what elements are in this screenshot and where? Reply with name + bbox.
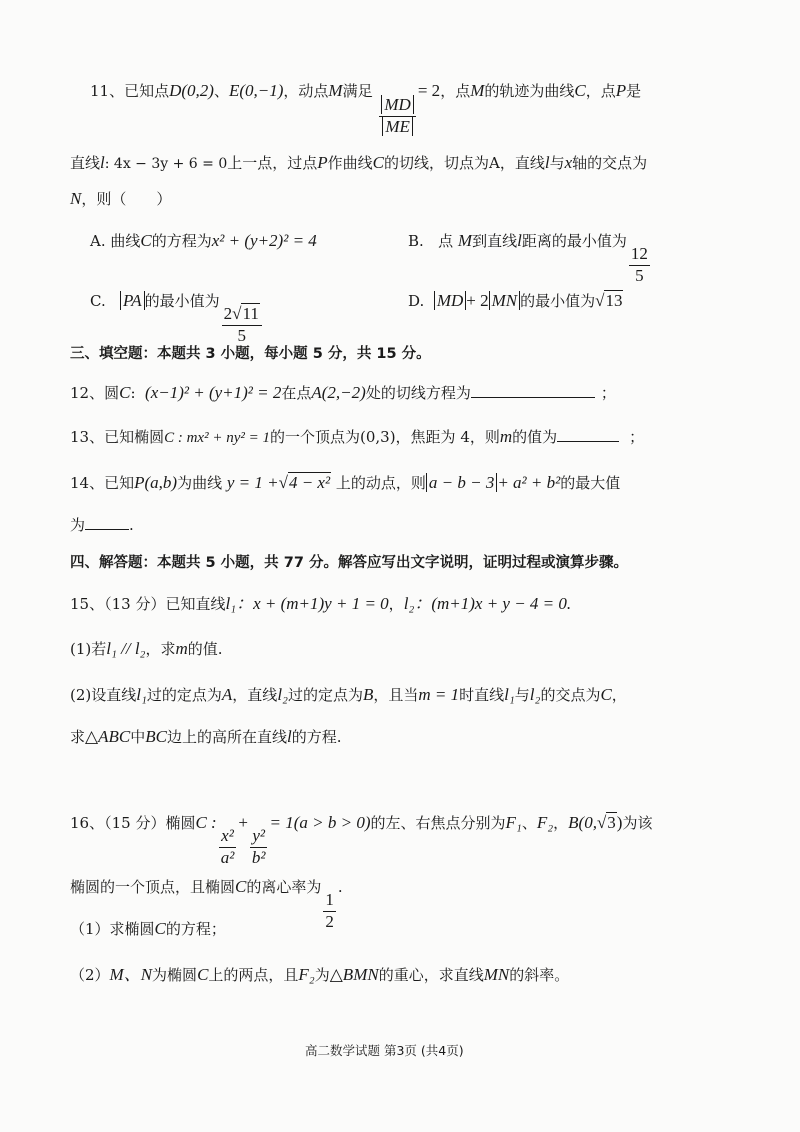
plus-two: + 2 bbox=[466, 291, 489, 310]
text: 的轨迹为曲线 bbox=[484, 82, 575, 100]
q13-number: 13、已知椭圆 bbox=[70, 428, 165, 446]
text: 过的定点为 bbox=[146, 686, 222, 704]
text: 为 bbox=[70, 516, 86, 534]
text: 椭圆的一个顶点，且椭圆 bbox=[70, 878, 236, 896]
var-c: C bbox=[372, 153, 385, 172]
text: 求 bbox=[70, 728, 86, 746]
text: 过的定点为 bbox=[287, 686, 363, 704]
fraction-den: 5 bbox=[237, 325, 246, 345]
var-m: M bbox=[328, 81, 343, 100]
q11-line1 bbox=[90, 80, 641, 136]
fraction-den: ME bbox=[382, 117, 413, 136]
fraction-num: 1 bbox=[323, 891, 336, 912]
text: ； bbox=[629, 428, 645, 446]
text: 为该 bbox=[622, 814, 653, 832]
answer-blank[interactable] bbox=[471, 397, 595, 398]
q11-number: 11、已知点 bbox=[90, 82, 170, 100]
fraction-x bbox=[219, 827, 237, 867]
text: 边上的高所在直线 bbox=[166, 728, 287, 746]
points-mn: M、N bbox=[109, 965, 153, 984]
text: ，动点 bbox=[283, 82, 329, 100]
parallel-condition: l₁ // l₂ bbox=[106, 639, 146, 658]
focus-f1: F₁ bbox=[505, 813, 522, 832]
fraction-y bbox=[250, 827, 268, 867]
fraction bbox=[222, 305, 262, 345]
line-l1-equation: ：x + (m+1)y + 1 = 0 bbox=[236, 594, 389, 613]
line-l1: l₁ bbox=[136, 685, 147, 704]
abs-expression: a − b − 3 bbox=[426, 473, 497, 492]
sqrt-3: √3 bbox=[596, 813, 616, 832]
q11-option-d bbox=[408, 290, 623, 311]
q12-number: 12、圆 bbox=[70, 384, 120, 402]
text: 的最大值 bbox=[560, 474, 621, 492]
var-l: l bbox=[100, 153, 105, 172]
plus: + bbox=[238, 813, 248, 832]
q11-line2 bbox=[70, 152, 647, 173]
fraction-half bbox=[323, 891, 336, 931]
text: 的方程为 bbox=[151, 232, 212, 250]
text: . bbox=[337, 878, 343, 896]
q11-line3 bbox=[70, 188, 171, 209]
text: 处的切线方程为 bbox=[365, 384, 471, 402]
text: ， bbox=[553, 814, 569, 832]
text: 上一点，过点 bbox=[227, 154, 318, 172]
text: 与 bbox=[549, 154, 565, 172]
point-b: B bbox=[362, 685, 374, 704]
ellipse-equation: C : mx² + ny² = 1 bbox=[164, 430, 270, 446]
q16-line1 bbox=[70, 812, 652, 867]
triangle-abc: △ABC bbox=[85, 727, 131, 746]
text: ，且当 bbox=[373, 686, 419, 704]
line-l2-equation: ：(m+1)x + y − 4 = 0. bbox=[414, 594, 572, 613]
radicand: 3 bbox=[607, 813, 616, 832]
var-c: C bbox=[197, 965, 209, 984]
var-p: P bbox=[317, 153, 328, 172]
focus-f2: F₂ bbox=[536, 813, 554, 832]
var-c: C bbox=[140, 231, 152, 250]
option-label: C. bbox=[90, 292, 106, 310]
text: 的值. bbox=[187, 640, 223, 658]
point-a: A(2,−2) bbox=[311, 383, 366, 402]
q15-number: 15、（13 分）已知直线 bbox=[70, 595, 226, 613]
text: 中 bbox=[130, 728, 146, 746]
text: 的值为 bbox=[512, 428, 558, 446]
line-l1: l₁ bbox=[225, 594, 237, 613]
abs-mn: MN bbox=[489, 291, 521, 310]
var-m: M bbox=[457, 231, 473, 250]
q15-part2 bbox=[70, 684, 627, 705]
radicand: 4 − x² bbox=[288, 473, 331, 492]
var-c: C bbox=[574, 81, 586, 100]
page-footer: 高二数学试题 第3页 (共4页) bbox=[305, 1043, 464, 1058]
text: ，求 bbox=[145, 640, 176, 658]
text: 直线 bbox=[70, 154, 101, 172]
m-condition: m = 1 bbox=[418, 685, 460, 704]
q15-part2-line2 bbox=[70, 726, 341, 747]
text: ， bbox=[388, 595, 404, 613]
q11-option-a bbox=[90, 230, 317, 251]
line-l2: l₂ bbox=[529, 685, 541, 704]
curve-equation: y = 1 + bbox=[226, 473, 279, 492]
var-l: l bbox=[544, 153, 550, 172]
text: 在点 bbox=[281, 384, 312, 402]
text: 是 bbox=[626, 82, 642, 100]
focus-f2: F₂ bbox=[298, 965, 315, 984]
var-m: M bbox=[470, 81, 485, 100]
coef: 2 bbox=[223, 304, 233, 323]
text: : bbox=[130, 384, 136, 402]
text: 时直线 bbox=[459, 686, 505, 704]
point-e: E(0,−1) bbox=[228, 81, 284, 100]
text: . bbox=[129, 516, 134, 534]
radicand: 13 bbox=[605, 291, 623, 310]
text: 的最小值为 bbox=[144, 292, 220, 310]
text: 轴的交点为 bbox=[572, 154, 648, 172]
circle-equation: x² + (y+2)² = 4 bbox=[211, 231, 317, 250]
option-label: A. bbox=[90, 232, 106, 250]
q15-line1 bbox=[70, 589, 571, 614]
text: ； bbox=[600, 384, 616, 402]
text: 到直线 bbox=[472, 232, 518, 250]
point-c: C bbox=[600, 685, 612, 704]
text: (2)设直线 bbox=[70, 686, 137, 704]
var-m: m bbox=[175, 639, 188, 658]
text: 满足 bbox=[342, 82, 373, 100]
text: 的离心率为 bbox=[246, 878, 322, 896]
option-label: B. bbox=[408, 232, 424, 250]
text: 的斜率。 bbox=[509, 966, 570, 984]
side-bc: BC bbox=[145, 727, 167, 746]
sqrt-expression: √4 − x² bbox=[278, 473, 331, 492]
triangle-bmn: △BMN bbox=[329, 965, 379, 984]
q14-line1 bbox=[70, 472, 620, 493]
abs-md: MD bbox=[434, 291, 466, 310]
text: 为曲线 bbox=[177, 474, 223, 492]
circle-equation: (x−1)² + (y+1)² = 2 bbox=[145, 383, 282, 402]
text: ， bbox=[611, 686, 627, 704]
text: （1）求椭圆 bbox=[70, 920, 155, 938]
fraction bbox=[629, 245, 650, 285]
var-l: l bbox=[286, 727, 292, 746]
text: ，直线 bbox=[232, 686, 278, 704]
text: 、 bbox=[521, 814, 537, 832]
var-c: C bbox=[235, 877, 247, 896]
var-l: l bbox=[517, 231, 522, 250]
q14-number: 14、已知 bbox=[70, 474, 135, 492]
var-n: N bbox=[70, 189, 82, 208]
text: 的左、右焦点分别为 bbox=[370, 814, 506, 832]
line-l2: l₂ bbox=[403, 594, 415, 613]
text: 的切线，切点为A，直线 bbox=[384, 154, 545, 172]
text: ) bbox=[616, 813, 623, 832]
q13-line bbox=[70, 426, 644, 447]
text: 的最小值为 bbox=[520, 292, 596, 310]
fraction-den: a² bbox=[220, 847, 235, 867]
text: 与 bbox=[514, 686, 530, 704]
text: （2） bbox=[70, 966, 110, 984]
var-x: x bbox=[564, 153, 573, 172]
point-a: A bbox=[221, 685, 233, 704]
text: 的交点为 bbox=[540, 686, 601, 704]
text: 的方程； bbox=[165, 920, 226, 938]
separator: 、 bbox=[213, 82, 229, 100]
var-m: m bbox=[499, 427, 513, 446]
ellipse-condition: = 1(a > b > 0) bbox=[269, 813, 371, 832]
ratio-fraction bbox=[379, 96, 415, 136]
equals-two: = 2 bbox=[417, 81, 441, 100]
text: ，点 bbox=[585, 82, 616, 100]
text: ，则（ ） bbox=[81, 190, 172, 208]
line-l1: l₁ bbox=[504, 685, 515, 704]
radicand: 11 bbox=[242, 304, 259, 323]
q16-part1 bbox=[70, 918, 226, 939]
ellipse-c: C : bbox=[195, 813, 217, 832]
fraction-num: 2√11 bbox=[222, 305, 262, 326]
sum-squares: + a² + b² bbox=[497, 473, 561, 492]
point-b: B(0, bbox=[568, 813, 597, 832]
text: 作曲线 bbox=[327, 154, 373, 172]
q16-number: 16、（15 分）椭圆 bbox=[70, 814, 196, 832]
q11-option-b bbox=[408, 230, 652, 285]
line-equation: : 4x − 3y + 6 = 0 bbox=[104, 156, 228, 172]
sqrt-13: √13 bbox=[595, 291, 623, 310]
var-p: P bbox=[615, 81, 627, 100]
fraction-num: 12 bbox=[629, 245, 650, 266]
option-label: D. bbox=[408, 292, 425, 310]
line-l2: l₂ bbox=[277, 685, 288, 704]
fraction-num: y² bbox=[250, 827, 267, 848]
text: 为椭圆 bbox=[152, 966, 198, 984]
q11-option-c bbox=[90, 290, 264, 345]
fraction-num: x² bbox=[219, 827, 236, 848]
section-4-title: 四、解答题：本题共 5 小题，共 77 分。解答应写出文字说明，证明过程或演算步骤。 bbox=[70, 555, 628, 571]
point-p: P(a,b) bbox=[134, 473, 178, 492]
fraction-den: 2 bbox=[325, 911, 334, 931]
text: 距离的最小值为 bbox=[521, 232, 627, 250]
fraction-num: MD bbox=[381, 95, 413, 114]
answer-blank[interactable] bbox=[557, 441, 619, 442]
fraction-den: 5 bbox=[635, 265, 644, 285]
q16-part2 bbox=[70, 960, 569, 985]
text: 的重心，求直线 bbox=[378, 966, 484, 984]
text: 上的两点，且 bbox=[208, 966, 299, 984]
line-mn: MN bbox=[483, 965, 510, 984]
text: 的方程. bbox=[291, 728, 342, 746]
abs-pa: PA bbox=[120, 291, 145, 310]
text: (1)若 bbox=[70, 640, 107, 658]
text: 曲线 bbox=[110, 232, 141, 250]
text: 上的动点，则 bbox=[335, 474, 426, 492]
text: 的一个顶点为(0,3)，焦距为 4，则 bbox=[269, 428, 500, 446]
text: 点 bbox=[438, 232, 454, 250]
text: 为 bbox=[314, 966, 330, 984]
section-3-title: 三、填空题：本题共 3 小题，每小题 5 分，共 15 分。 bbox=[70, 346, 431, 362]
q12-line bbox=[70, 382, 616, 403]
answer-blank[interactable] bbox=[85, 529, 129, 530]
point-d: D(0,2) bbox=[169, 81, 214, 100]
q14-line2 bbox=[70, 514, 134, 535]
text: ，点 bbox=[440, 82, 471, 100]
var-c: C bbox=[154, 919, 166, 938]
var-c: C bbox=[119, 383, 131, 402]
fraction-den: b² bbox=[251, 847, 266, 867]
q15-part1 bbox=[70, 638, 223, 659]
